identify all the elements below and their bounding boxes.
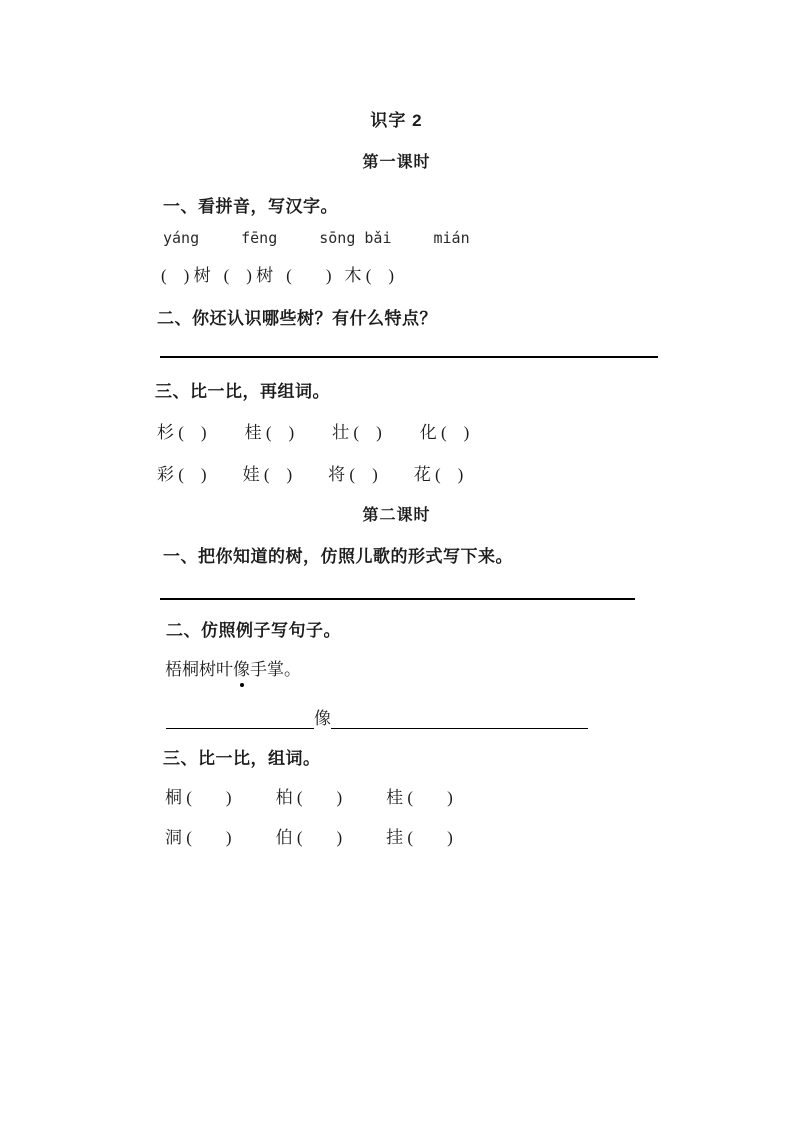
pinyin-item: fēng	[241, 229, 278, 247]
compare-item: 柏 ( )	[275, 788, 343, 807]
doc-title: 识字 2	[370, 111, 423, 130]
compare-item: 彩 ( )	[157, 465, 207, 484]
hanzi-blank-row	[161, 261, 394, 286]
compare-item: 伯 ( )	[275, 828, 343, 847]
emphasized-char: 像	[233, 655, 250, 680]
answer-blank: ( ) 树	[161, 266, 211, 285]
compare-word-row	[165, 823, 453, 848]
pinyin-item: yáng	[163, 229, 200, 247]
answer-blank-line	[331, 710, 588, 729]
compare-item: 桂 ( )	[244, 423, 295, 442]
lesson1-q2-heading: 二、你还认识哪些树？有什么特点？	[157, 309, 437, 328]
connector-word: 像	[314, 709, 331, 728]
example-text: 手掌。	[250, 660, 301, 679]
compare-word-row	[157, 460, 463, 485]
answer-blank: ( )	[286, 266, 332, 285]
lesson2-q3-heading: 三、比一比，组词。	[163, 749, 321, 768]
compare-item: 桂 ( )	[386, 788, 453, 807]
compare-item: 壮 ( )	[332, 423, 382, 442]
answer-blank-line	[166, 710, 314, 729]
lesson1-q1-heading: 一、看拼音，写汉字。	[163, 197, 338, 216]
compare-item: 化 ( )	[419, 423, 470, 442]
answer-blank: 木 ( )	[344, 266, 395, 285]
lesson2-q2-heading: 二、仿照例子写句子。	[166, 621, 341, 640]
pinyin-row	[163, 229, 470, 247]
compare-item: 娃 ( )	[242, 465, 293, 484]
compare-item: 挂 ( )	[386, 828, 453, 847]
compare-item: 花 ( )	[413, 465, 464, 484]
answer-line	[160, 356, 658, 358]
lesson1-q3-heading: 三、比一比，再组词。	[155, 382, 330, 401]
answer-blank: ( ) 树	[223, 266, 274, 285]
pinyin-item: mián	[433, 229, 470, 247]
compare-item: 洞 ( )	[165, 828, 232, 847]
compare-item: 将 ( )	[328, 465, 378, 484]
pinyin-item: sōng bǎi	[319, 229, 392, 247]
lesson1-title: 第一课时	[362, 154, 431, 171]
compare-word-row	[165, 783, 453, 808]
lesson2-q1-heading: 一、把你知道的树，仿照儿歌的形式写下来。	[163, 547, 513, 566]
example-text: 梧桐树叶	[165, 660, 233, 679]
example-sentence	[165, 655, 301, 680]
compare-item: 杉 ( )	[157, 423, 207, 442]
answer-line	[160, 598, 635, 600]
compare-word-row	[157, 418, 469, 443]
sentence-fill-row	[166, 704, 588, 729]
lesson2-title: 第二课时	[362, 507, 431, 524]
compare-item: 桐 ( )	[165, 788, 232, 807]
